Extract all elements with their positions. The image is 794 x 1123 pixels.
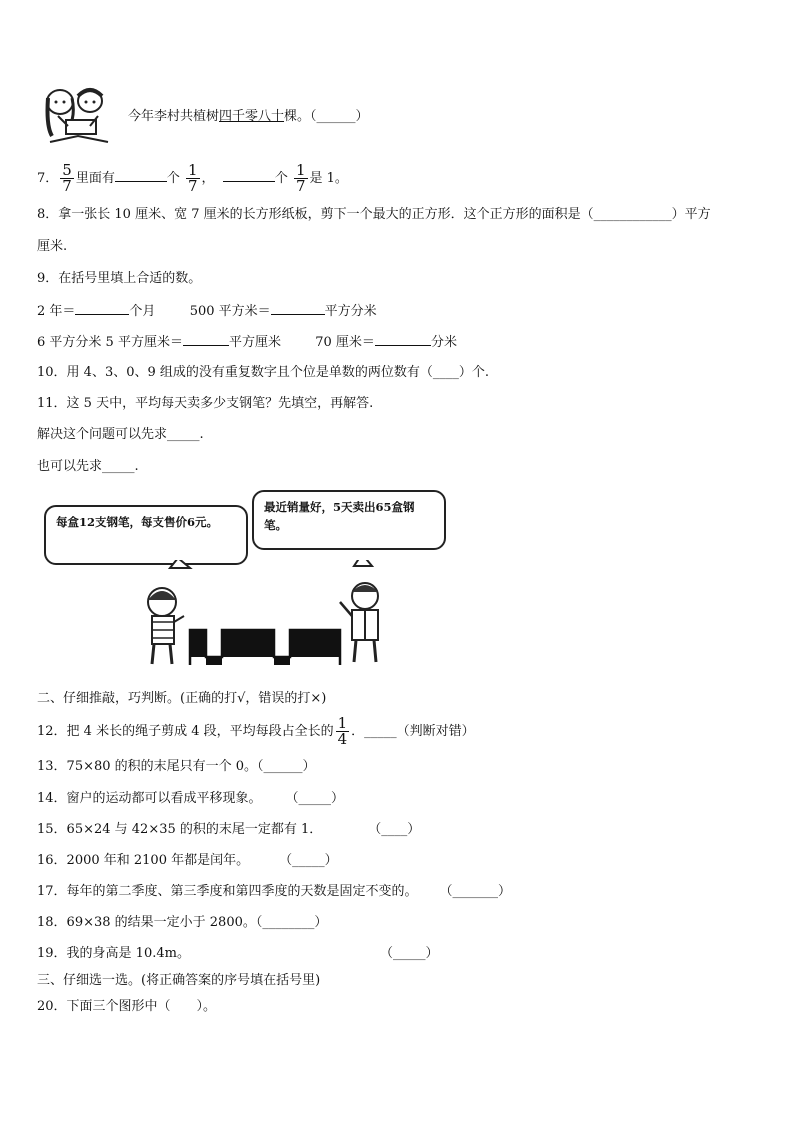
question-6: [128, 108, 369, 126]
q16-text: 16．2000 年和 2100 年都是闰年。: [37, 853, 250, 868]
q9-blank-square-dm[interactable]: [271, 301, 325, 315]
question-11-line-2: 解决这个问题可以先求_____.: [37, 427, 204, 442]
question-9-row-1: [37, 301, 377, 321]
q7-text: 是 1。: [309, 171, 348, 186]
q19-answer-blank[interactable]: （_____）: [379, 946, 439, 961]
fraction-1-4: [336, 716, 350, 747]
q9-text: 70 厘米＝: [315, 335, 375, 350]
q17-text: 17．每年的第二季度、第三季度和第四季度的天数是固定不变的。: [37, 884, 418, 899]
q17-answer-blank[interactable]: （_______）: [439, 884, 512, 899]
speech-bubble-left: 每盒12支钢笔，每支售价6元。: [44, 505, 248, 565]
q15-text: 15．65×24 与 42×35 的积的末尾一定都有 1．: [37, 822, 323, 837]
fraction-1-7: [186, 163, 200, 194]
q7-number: 7．: [37, 171, 59, 186]
q7-text: 个: [166, 171, 180, 186]
q19-text: 19．我的身高是 10.4m。: [37, 946, 190, 961]
question-16: [37, 852, 338, 870]
question-12: [37, 714, 475, 750]
speech-bubble-right: 最近销量好，5天卖出65盒钢笔。: [252, 490, 446, 550]
fraction-1-7: [294, 163, 308, 194]
q9-text: 6 平方分米 5 平方厘米＝: [37, 335, 183, 350]
question-19: [37, 945, 438, 963]
section-3-title: 三、仔细选一选。(将正确答案的序号填在括号里): [37, 973, 321, 988]
question-11: 11．这 5 天中，平均每天卖多少支钢笔？先填空，再解答.: [37, 396, 374, 411]
question-10: 10．用 4、3、0、9 组成的没有重复数字且个位是单数的两位数有（____）个.: [37, 365, 490, 380]
q6-answer-blank[interactable]: （______）: [310, 109, 369, 124]
question-8: 8．拿一张长 10 厘米、宽 7 厘米的长方形纸板，剪下一个最大的正方形．这个正方形的面积是（____________）平方: [37, 207, 711, 222]
q7-text: 个: [274, 171, 288, 186]
question-14: [37, 790, 344, 808]
pen-boxes-and-children-illustration: [140, 560, 400, 675]
q9-text: 2 年＝: [37, 304, 76, 319]
q6-text-end: 棵。: [284, 109, 311, 124]
question-20: 20．下面三个图形中（ ）。: [37, 999, 217, 1014]
q15-answer-blank[interactable]: （____）: [368, 822, 421, 837]
q9-text: 平方厘米: [228, 335, 281, 350]
q7-text: ，: [201, 171, 215, 186]
q14-answer-blank[interactable]: （_____）: [285, 791, 345, 806]
question-18: 18．69×38 的结果一定小于 2800。（________）: [37, 915, 328, 930]
fraction-denominator: 7: [295, 177, 306, 195]
section-2-title: 二、仔细推敲，巧判断。(正确的打√，错误的打×): [37, 691, 327, 706]
q12-text-end: ．_____（判断对错）: [351, 724, 475, 739]
q6-underlined-number: 四千零八十: [219, 109, 285, 124]
fraction-numerator: 1: [295, 161, 306, 179]
fraction-denominator: 7: [62, 177, 72, 195]
question-7: [37, 160, 348, 198]
fraction-denominator: 4: [337, 730, 348, 748]
q9-text: 分米: [430, 335, 457, 350]
question-11-line-3: 也可以先求_____.: [37, 459, 139, 474]
q9-text: 500 平方米＝: [189, 304, 271, 319]
q12-text: 12．把 4 米长的绳子剪成 4 段，平均每段占全长的: [37, 724, 334, 739]
q7-answer-blank-1[interactable]: [115, 168, 167, 182]
q9-text: 平方分米: [324, 304, 377, 319]
q6-text: 今年李村共植树: [128, 109, 220, 124]
question-17: [37, 883, 511, 901]
fraction-numerator: 1: [188, 161, 198, 179]
q7-answer-blank-2[interactable]: [223, 168, 275, 182]
fraction-numerator: 1: [337, 714, 348, 732]
fraction-5-7: [60, 163, 74, 194]
fraction-denominator: 7: [188, 177, 198, 195]
q9-blank-square-cm[interactable]: [183, 332, 229, 346]
question-9-title: 9．在括号里填上合适的数。: [37, 271, 202, 286]
q16-answer-blank[interactable]: （_____）: [279, 853, 338, 868]
children-reading-illustration: [38, 86, 116, 146]
fraction-numerator: 5: [62, 161, 72, 179]
q9-blank-dm[interactable]: [375, 332, 431, 346]
q9-blank-months[interactable]: [75, 301, 129, 315]
question-13: 13．75×80 的积的末尾只有一个 0。（______）: [37, 759, 316, 774]
q9-text: 个月: [129, 304, 156, 319]
q7-text: 里面有: [75, 171, 115, 186]
q14-text: 14．窗户的运动都可以看成平移现象。: [37, 791, 262, 806]
question-15: [37, 821, 420, 839]
question-8-continued: 厘米.: [37, 239, 68, 254]
question-9-row-2: [37, 332, 457, 352]
